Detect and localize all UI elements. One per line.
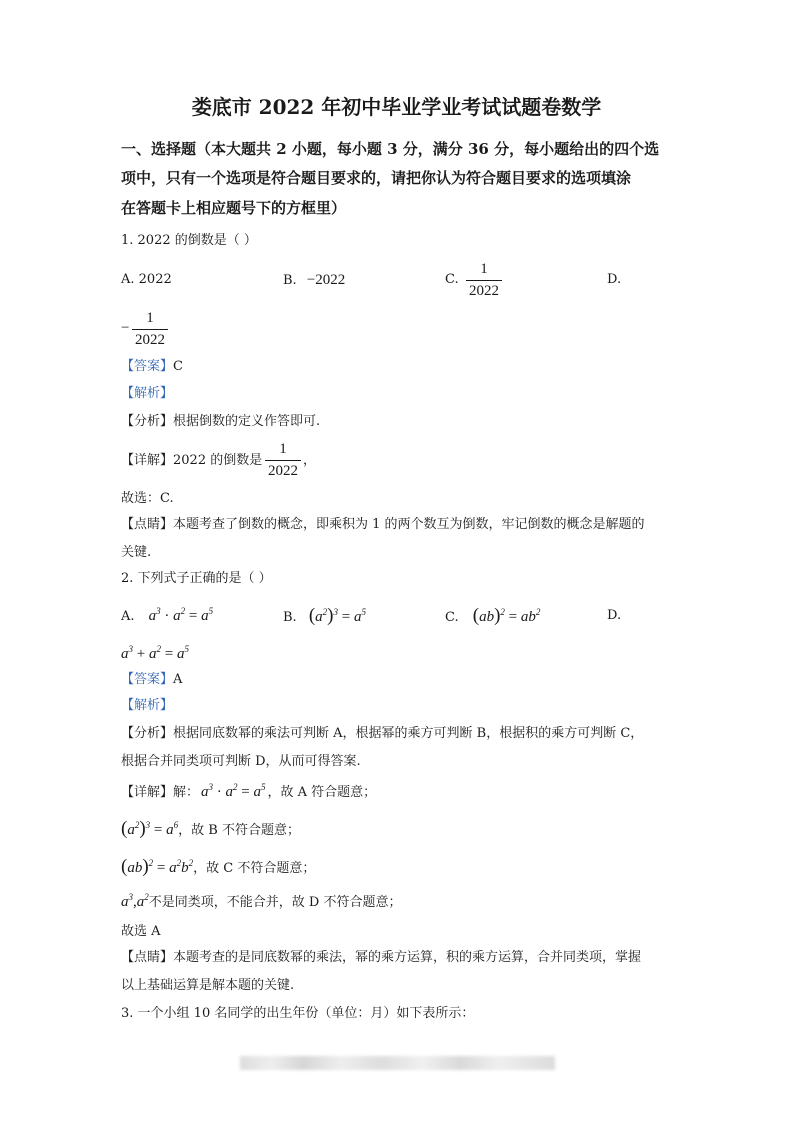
q1-option-d-label: D.	[607, 272, 622, 287]
q2-detail-a	[121, 782, 377, 800]
q2-detail-d-text: 不是同类项，不能合并，故 D 不符合题意；	[148, 895, 402, 910]
detail-tag: 【详解】	[121, 785, 174, 800]
fraction-numerator: 1	[146, 310, 154, 326]
q2-detail-b	[121, 819, 300, 838]
q2-comment-line-2: 以上基础运算是解本题的关键.	[121, 978, 295, 993]
q2-detail-c-text: ，故 C 不符合题意；	[193, 861, 316, 876]
q1-detail-text: 2022 的倒数是	[173, 453, 263, 468]
q2-option-c-expr: $(ab)^2 = ab^2$	[472, 605, 541, 626]
q1-stem: 1. 2022 的倒数是（ ）	[121, 233, 257, 248]
q1-choose: 故选：C.	[121, 491, 174, 506]
q1-option-b-value: −2022	[306, 272, 346, 288]
section-heading-line-2: 项中，只有一个选项是符合题目要求的，请把你认为符合题目要求的选项填涂	[121, 169, 632, 187]
q1-comment-text: 本题考查了倒数的概念，即乘积为 1 的两个数互为倒数，牢记倒数的概念是解题的	[173, 517, 645, 532]
q1-answer	[121, 360, 183, 373]
fenxi-tag: 【分析】	[121, 726, 174, 741]
fraction-bar	[466, 280, 502, 281]
fraction-bar	[132, 329, 168, 330]
fraction-denominator: 2022	[469, 283, 499, 299]
q2-option-a-label: A.	[121, 609, 135, 624]
q2-comment-line-1	[121, 951, 641, 964]
q3-stem: 3. 一个小组 10 名同学的出生年份（单位：月）如下表所示：	[121, 1006, 475, 1021]
fraction-numerator: 1	[279, 441, 287, 457]
answer-tag: 【答案】	[121, 672, 174, 687]
q2-detail-c-expr: $(ab)^2 = a^2b^2$	[121, 856, 194, 877]
comment-tag: 【点睛】	[121, 517, 174, 532]
section-heading-line-1: 一、选择题（本大题共 2 小题，每小题 3 分，满分 36 分，每小题给出的四个选	[121, 140, 660, 158]
q2-detail-c	[121, 857, 315, 876]
q1-option-d-fraction	[132, 311, 168, 348]
detail-tag: 【详解】	[121, 453, 174, 468]
q1-answer-value: C	[173, 359, 183, 374]
q2-answer-value: A	[173, 672, 183, 687]
blurred-watermark	[240, 1056, 555, 1070]
fraction-numerator: 1	[480, 261, 488, 277]
q2-detail-a-expr: $a^3 \cdot a^2 = a^5$	[201, 782, 266, 800]
q1-detail	[121, 454, 262, 467]
q2-detail-prefix: 解：	[173, 785, 200, 800]
fraction-denominator: 2022	[268, 463, 298, 479]
q1-analysis-tag: 【解析】	[121, 386, 174, 401]
fraction-denominator: 2022	[135, 332, 165, 348]
q2-answer	[121, 673, 182, 686]
q2-analysis-tag: 【解析】	[121, 698, 174, 713]
q1-fenxi-text: 根据倒数的定义作答即可.	[173, 414, 321, 429]
q1-comment-line-2: 关键.	[121, 545, 152, 560]
q2-option-c	[445, 606, 540, 625]
q1-detail-comma: ，	[303, 453, 317, 468]
q1-comment-line-1	[121, 518, 645, 531]
comment-tag: 【点睛】	[121, 950, 174, 965]
q2-fenxi-line-1	[121, 727, 643, 740]
page-title: 娄底市 2022 年初中毕业学业考试试题卷数学	[191, 95, 602, 119]
q2-detail-a-text: ，故 A 符合题意；	[267, 785, 377, 800]
q2-option-c-label: C.	[445, 610, 459, 625]
q2-detail-d-expr: $a^3,a^2$	[121, 892, 149, 910]
q2-detail-b-text: ，故 B 不符合题意；	[178, 823, 300, 838]
q1-option-a: A. 2022	[121, 272, 172, 287]
q1-fenxi	[121, 415, 320, 428]
q1-option-b	[283, 273, 345, 288]
q2-option-b	[283, 606, 366, 625]
fraction-bar	[265, 460, 301, 461]
q2-fenxi-line-2: 根据合并同类项可判断 D，从而可得答案.	[121, 754, 361, 769]
q2-fenxi-text: 根据同底数幂的乘法可判断 A，根据幂的乘方可判断 B，根据积的乘方可判断 C，	[173, 726, 644, 741]
q2-option-b-label: B.	[283, 610, 297, 625]
q2-stem: 2. 下列式子正确的是（ ）	[121, 571, 272, 586]
q2-option-b-expr: $(a^2)^3 = a^5$	[308, 605, 366, 626]
q2-option-a	[121, 606, 214, 624]
q2-comment-text: 本题考查的是同底数幂的乘法，幂的乘方运算，积的乘方运算，合并同类项，掌握	[173, 950, 642, 965]
q2-detail-b-expr: $(a^2)^3 = a^6$	[121, 818, 179, 839]
q2-detail-d	[121, 892, 402, 910]
section-heading-line-3: 在答题卡上相应题号下的方框里）	[121, 199, 347, 217]
q1-option-d-minus: −	[121, 320, 130, 336]
q2-option-d-expr: $a^3 + a^2 = a^5$	[121, 644, 189, 662]
q1-option-c-fraction	[466, 262, 502, 299]
q1-option-b-label: B.	[283, 273, 297, 288]
answer-tag: 【答案】	[121, 359, 174, 374]
fenxi-tag: 【分析】	[121, 414, 174, 429]
q2-choose: 故选 A	[121, 924, 161, 939]
q2-option-d-label: D.	[607, 608, 622, 623]
q2-option-a-expr: $a^3 \cdot a^2 = a^5$	[148, 606, 214, 624]
q1-detail-fraction	[265, 442, 301, 479]
q1-option-c-label: C.	[445, 272, 459, 287]
